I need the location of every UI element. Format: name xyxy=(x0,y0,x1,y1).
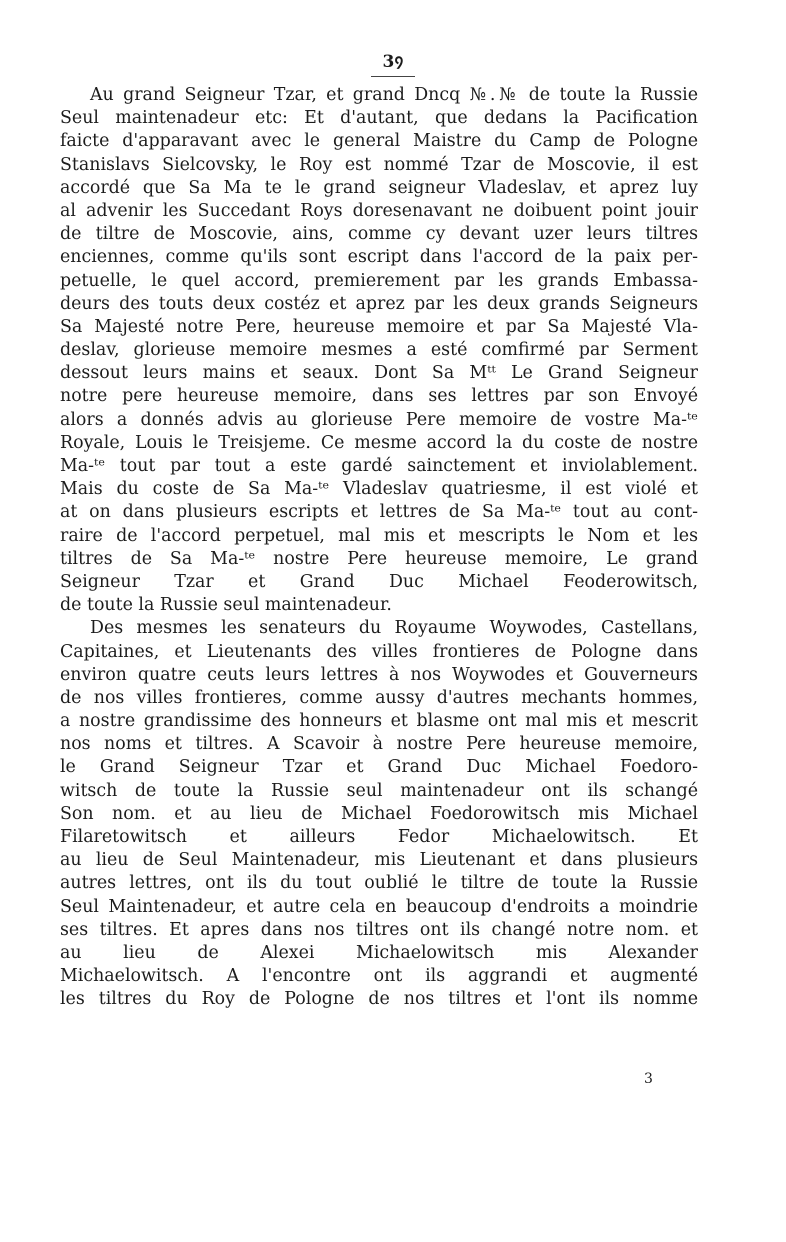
text-line: Capitaines, et Lieutenants des villes frontieres de Pologne dans xyxy=(60,641,698,662)
text-line: raire de l'accord perpetuel, mal mis et mescripts le Nom et les xyxy=(60,525,698,546)
page-number-text: 3᠀ xyxy=(382,52,404,72)
text-line: alors a donnés advis au glorieuse Pere memoire de vostre Ma-ᵗᵉ xyxy=(60,409,698,430)
text-line: dessout leurs mains et seaux. Dont Sa Mᵗᵗ Le Grand Seigneur xyxy=(60,363,698,384)
text-line: enciennes, comme qu'ils sont escript dans l'accord de la paix per- xyxy=(60,247,698,268)
text-line: les tiltres du Roy de Pologne de nos tiltres et l'ont ils nomme xyxy=(60,989,698,1010)
text-line: nos noms et tiltres. A Scavoir à nostre Pere heureuse memoire, xyxy=(60,734,698,755)
text-line: Des mesmes les senateurs du Royaume Woywodes, Castellans, xyxy=(90,618,698,639)
text-line: at on dans plusieurs escripts et lettres de Sa Ma-ᵗᵉ tout au cont- xyxy=(60,502,698,523)
text-line: au lieu de Seul Maintenadeur, mis Lieutenant et dans plusieurs xyxy=(60,850,698,871)
text-line: Filaretowitsch et ailleurs Fedor Michaelowitsch. Et xyxy=(60,827,698,847)
text-line: witsch de toute la Russie seul maintenadeur ont ils schangé xyxy=(60,780,698,801)
text-line: de tiltre de Moscovie, ains, comme cy devant uzer leurs tiltres xyxy=(60,224,698,245)
text-line: de nos villes frontieres, comme aussy d'autres mechants hommes, xyxy=(60,687,698,708)
text-line: autres lettres, ont ils du tout oublié le tiltre de toute la Russie xyxy=(60,873,698,894)
text-line: notre pere heureuse memoire, dans ses lettres par son Envoyé xyxy=(60,386,698,407)
text-line: Ma-ᵗᵉ tout par tout a este gardé sainctement et inviolablement. xyxy=(60,456,698,476)
text-line: environ quatre ceuts leurs lettres à nos Woywodes et Gouverneurs xyxy=(60,664,698,685)
text-line: tiltres de Sa Ma-ᵗᵉ nostre Pere heureuse memoire, Le grand xyxy=(60,548,698,569)
text-line: deslav, glorieuse memoire mesmes a esté comfirmé par Serment xyxy=(60,340,698,361)
text-line: deurs des touts deux costéz et aprez par les deux grands Seigneurs xyxy=(60,293,698,314)
signature-mark: 3 xyxy=(644,1071,653,1087)
text-line: ses tiltres. Et apres dans nos tiltres ont ils changé notre nom. et xyxy=(60,919,698,940)
text-line: Sa Majesté notre Pere, heureuse memoire et par Sa Majesté Vla- xyxy=(60,316,698,337)
text-line: accordé que Sa Ma te le grand seigneur Vladeslav, et aprez luy xyxy=(60,177,698,198)
text-line: le Grand Seigneur Tzar et Grand Duc Michael Foedoro- xyxy=(60,757,698,778)
page-number-rule xyxy=(371,76,415,77)
text-line: de toute la Russie seul maintenadeur. xyxy=(60,595,392,616)
text-line: Son nom. et au lieu de Michael Foedorowitsch mis Michael xyxy=(60,803,698,824)
text-line: Mais du coste de Sa Ma-ᵗᵉ Vladeslav quatriesme, il est violé et xyxy=(60,479,698,500)
text-line: Stanislavs Sielcovsky, le Roy est nommé Tzar de Moscovie, il est xyxy=(60,154,698,175)
text-line: Royale, Louis le Treisjeme. Ce mesme accord la du coste de nostre xyxy=(60,432,698,453)
text-line: Seigneur Tzar et Grand Duc Michael Feoderowitsch, xyxy=(60,571,698,592)
text-line: Michaelowitsch. A l'encontre ont ils aggrandi et augmenté xyxy=(60,966,698,987)
text-line: au lieu de Alexei Michaelowitsch mis Alexander xyxy=(60,942,698,963)
text-line: faicte d'apparavant avec le general Maistre du Camp de Pologne xyxy=(60,131,698,152)
text-line: Seul Maintenadeur, et autre cela en beaucoup d'endroits a moindrie xyxy=(60,896,698,917)
text-line: petuelle, le quel accord, premierement par les grands Embassa- xyxy=(60,270,698,291)
text-line: al advenir les Succedant Roys doresenavant ne doibuent point jouir xyxy=(60,200,698,221)
text-line: Au grand Seigneur Tzar, et grand Dncq №.№ de toute la Russie xyxy=(90,85,698,105)
page-number xyxy=(0,42,786,77)
text-line: a nostre grandissime des honneurs et blasme ont mal mis et mescrit xyxy=(60,711,698,732)
paragraph xyxy=(60,617,698,1011)
text-line: Seul maintenadeur etc: Et d'autant, que dedans la Pacification xyxy=(60,108,698,129)
paragraph xyxy=(60,84,698,617)
body-text xyxy=(60,84,698,1012)
